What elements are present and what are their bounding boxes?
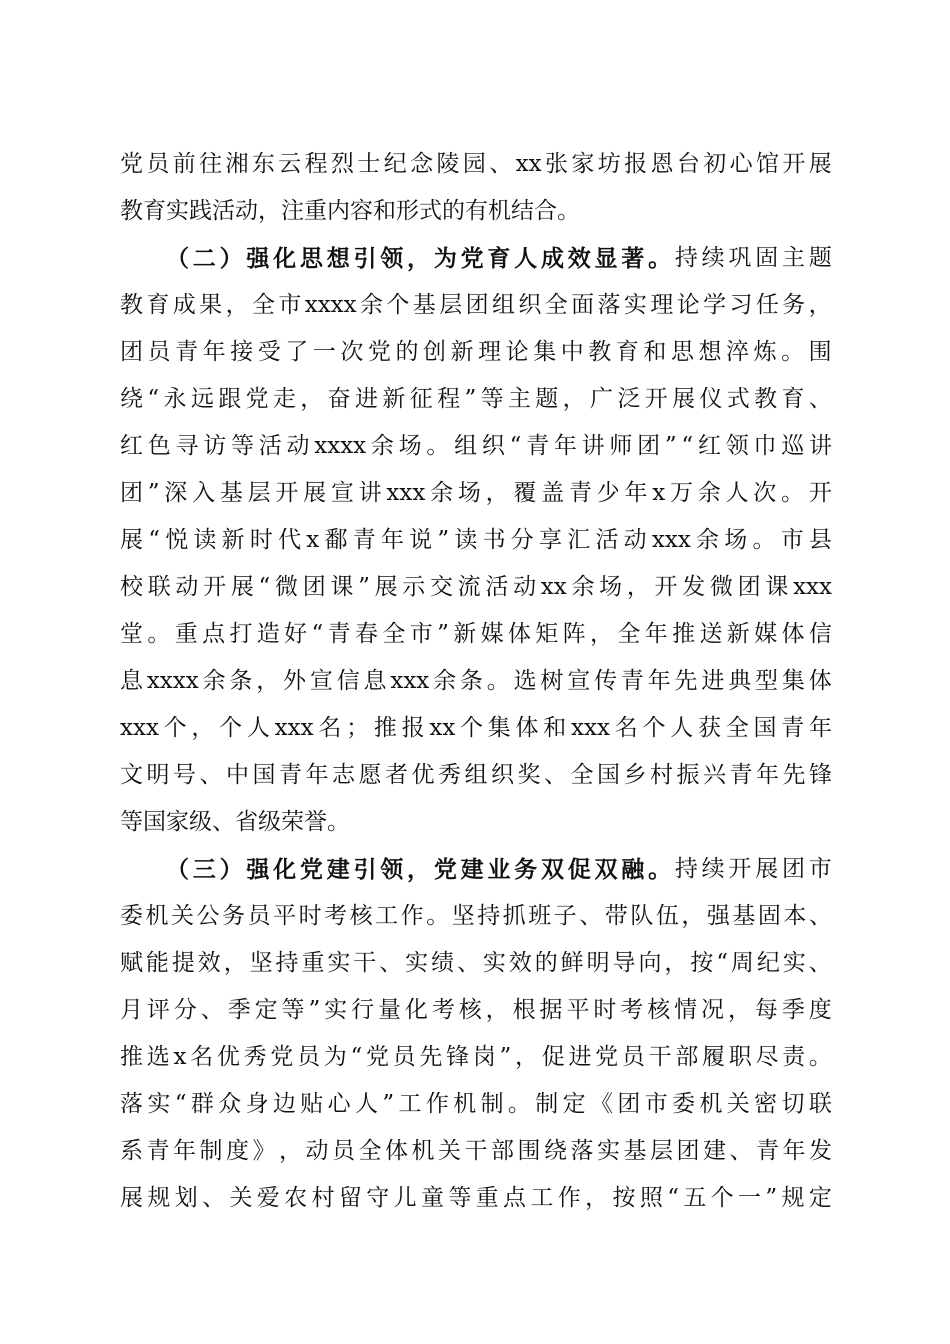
paragraph-line: （ 二 ） 强 化 思 想 引 领 ， 为 党 育 人 成 效 显 著 。 持 续 巩 固 主 题 — [166, 245, 832, 272]
paragraph-line: 月 评 分 、 季 定 等 ” 实 行 量 化 考 核 ， 根 据 平 时 考 核 情 况 ， 每 季 度 — [120, 997, 832, 1023]
paragraph-line: 教 育 实 践 活 动 ， 注 重 内 容 和 形 式 的 有 机 结 合 。 — [120, 198, 580, 224]
paragraph-line: 文 明 号 、 中 国 青 年 志 愿 者 优 秀 组 织 奖 、 全 国 乡 村 振 兴 青 年 先 锋 — [120, 762, 832, 788]
paragraph-line: 堂 。 重 点 打 造 好 “ 青 春 全 市 ” 新 媒 体 矩 阵 ， 全 年 推 送 新 媒 体 信 — [120, 621, 832, 647]
paragraph-line: 息 xxxx 余 条 ， 外 宣 信 息 xxx 余 条 。 选 树 宣 传 青 年 先 进 典 型 集 体 — [120, 668, 832, 694]
paragraph-line: 团 ” 深 入 基 层 开 展 宣 讲 xxx 余 场 ， 覆 盖 青 少 年 x 万 余 人 次 。 开 — [120, 480, 832, 506]
paragraph-line: 团 员 青 年 接 受 了 一 次 党 的 创 新 理 论 集 中 教 育 和 思 想 淬 炼 。 围 — [120, 339, 832, 365]
paragraph-line: 落 实 “ 群 众 身 边 贴 心 人 ” 工 作 机 制 。 制 定 《 团 市 委 机 关 密 切 联 — [120, 1091, 832, 1117]
paragraph-line: 绕 “ 永 远 跟 党 走 ， 奋 进 新 征 程 ” 等 主 题 ， 广 泛 开 展 仪 式 教 育 、 — [120, 386, 832, 412]
paragraph-line: 推 选 x 名 优 秀 党 员 为 “ 党 员 先 锋 岗 ” ， 促 进 党 员 干 部 履 职 尽 责 。 — [120, 1044, 832, 1070]
paragraph-line: xxx 个 ， 个 人 xxx 名 ； 推 报 xx 个 集 体 和 xxx 名 个 人 获 全 国 青 年 — [120, 715, 832, 741]
paragraph-line: 展 “ 悦 读 新 时 代 x 鄱 青 年 说 ” 读 书 分 享 汇 活 动 xxx 余 场 。 市 县 — [120, 527, 832, 553]
paragraph-line: （ 三 ） 强 化 党 建 引 领 ， 党 建 业 务 双 促 双 融 。 持 续 开 展 团 市 — [166, 856, 832, 883]
paragraph-line: 等 国 家 级 、 省 级 荣 誉 。 — [120, 809, 350, 835]
paragraph-line: 教 育 成 果 ， 全 市 xxxx 余 个 基 层 团 组 织 全 面 落 实 理 论 学 习 任 务 ， — [120, 292, 832, 318]
paragraph-line: 委 机 关 公 务 员 平 时 考 核 工 作 。 坚 持 抓 班 子 、 带 队 伍 ， 强 基 固 本 、 — [120, 903, 832, 929]
paragraph-line: 系 青 年 制 度 》 ， 动 员 全 体 机 关 干 部 围 绕 落 实 基 层 团 建 、 青 年 发 — [120, 1138, 832, 1164]
paragraph-line: 赋 能 提 效 ， 坚 持 重 实 干 、 实 绩 、 实 效 的 鲜 明 导 向 ， 按 “ 周 纪 实 、 — [120, 950, 832, 976]
document-page — [120, 141, 832, 1222]
paragraph-line: 展 规 划 、 关 爱 农 村 留 守 儿 童 等 重 点 工 作 ， 按 照 “ 五 个 一 ” 规 定 — [120, 1185, 832, 1211]
paragraph-line: 党 员 前 往 湘 东 云 程 烈 士 纪 念 陵 园 、 xx 张 家 坊 报 恩 台 初 心 馆 开 展 — [120, 151, 832, 177]
paragraph-line: 校 联 动 开 展 “ 微 团 课 ” 展 示 交 流 活 动 xx 余 场 ， 开 发 微 团 课 xxx — [120, 574, 832, 600]
paragraph-line: 红 色 寻 访 等 活 动 xxxx 余 场 。 组 织 “ 青 年 讲 师 团 ” “ 红 领 巾 巡 讲 — [120, 433, 832, 459]
